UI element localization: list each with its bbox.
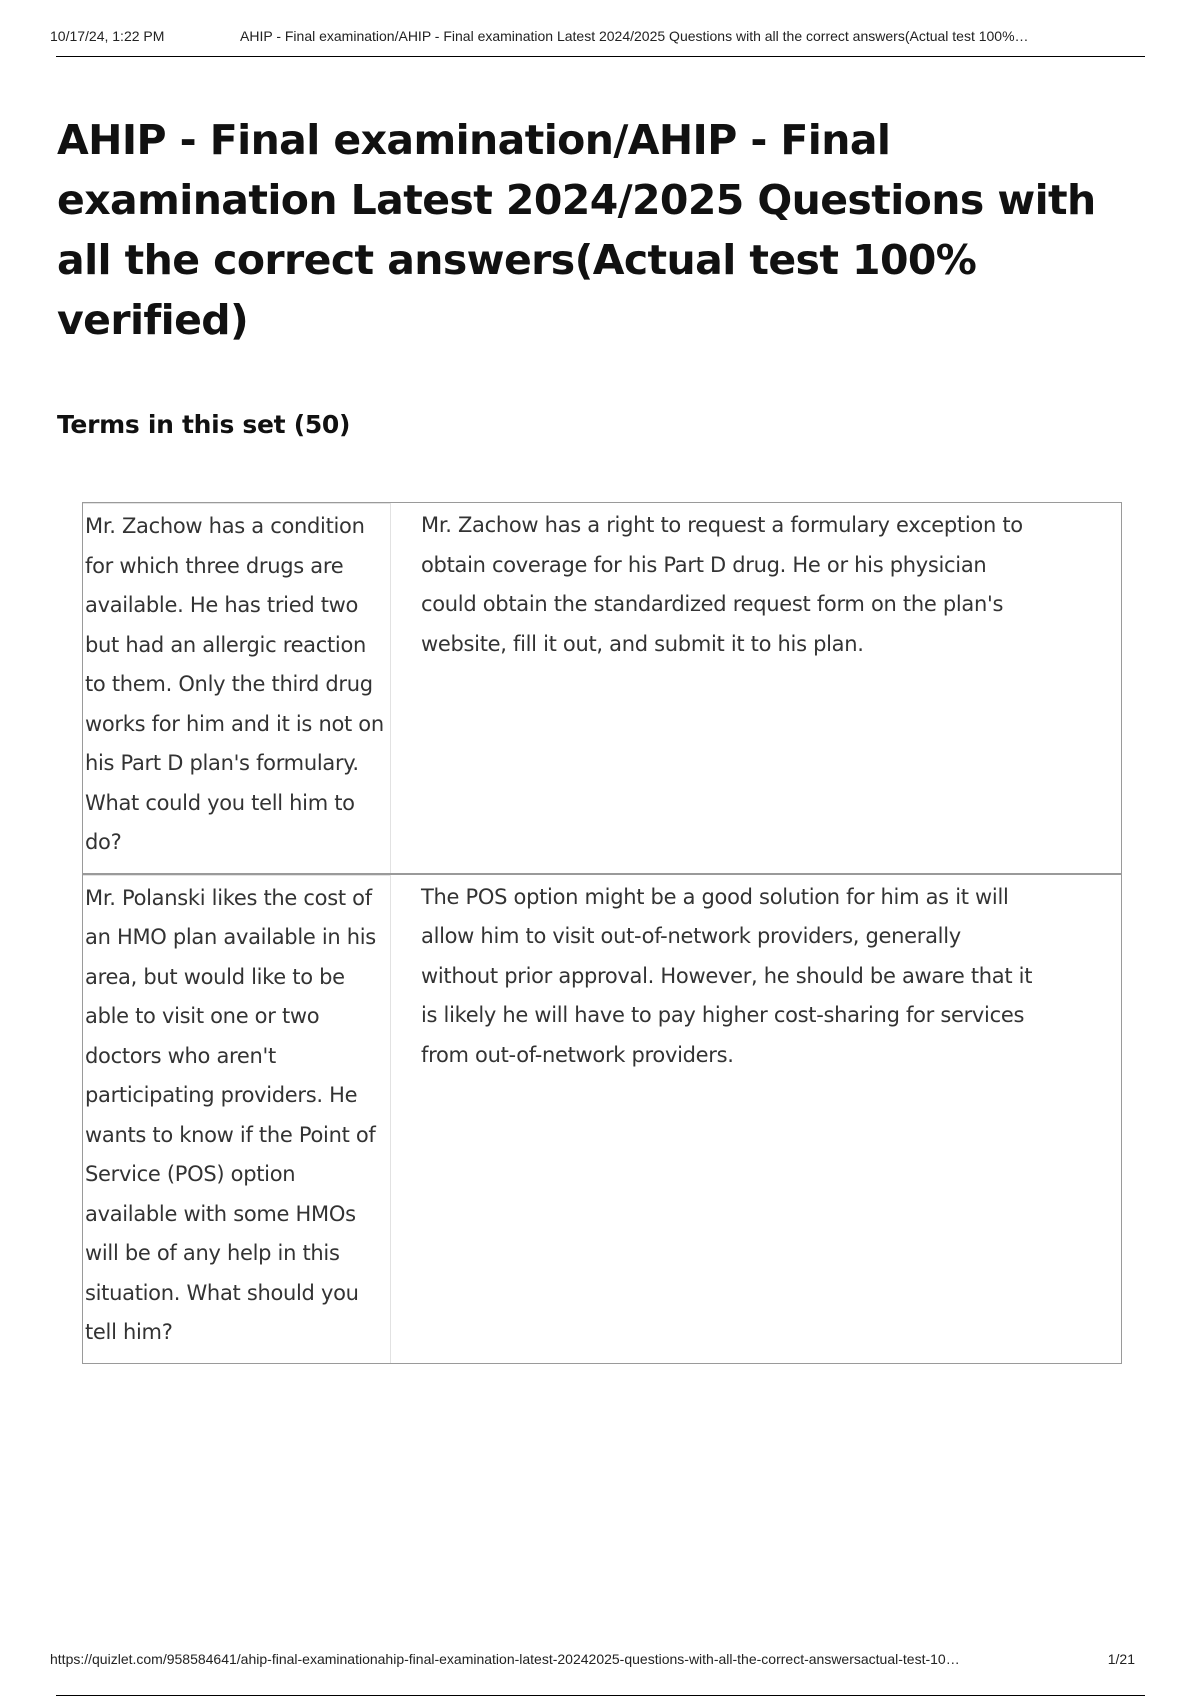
term-card <box>83 503 1121 875</box>
footer-divider <box>56 1695 1145 1696</box>
print-url[interactable]: https://quizlet.com/958584641/ahip-final-examinationahip-final-examination-latest-20242025-questions-with-all-the-correct-answersactual-test-10… <box>50 1651 960 1667</box>
page-number: 1/21 <box>1107 1651 1135 1667</box>
terms-heading: Terms in this set (50) <box>57 410 351 439</box>
page-title: AHIP - Final examination/AHIP - Final examination Latest 2024/2025 Questions with all the correct answers(Actual test 100% verified) <box>57 116 1096 344</box>
term-question: Mr. Zachow has a condition for which three drugs are available. He has tried two but had an allergic reaction to them. Only the third drug works for him and it is not on his Part D plan's formulary. What could you tell him to do? <box>83 503 391 873</box>
term-question: Mr. Polanski likes the cost of an HMO plan available in his area, but would like to be able to visit one or two doctors who aren't participating providers. He wants to know if the Point of Service (POS) option available with some HMOs will be of any help in this situation. What should you tell him? <box>83 875 391 1363</box>
term-card <box>83 875 1121 1363</box>
print-footer <box>50 1651 1150 1667</box>
term-answer: Mr. Zachow has a right to request a formulary exception to obtain coverage for his Part D drug. He or his physician could obtain the standardized request form on the plan's website, fill it out, and submit it to his plan. <box>421 513 1023 656</box>
print-header <box>50 28 1145 44</box>
terms-table <box>82 502 1122 1364</box>
header-divider <box>56 56 1145 57</box>
print-doc-title: AHIP - Final examination/AHIP - Final examination Latest 2024/2025 Questions with all the correct answers(Actual test 100%… <box>240 28 1029 44</box>
term-answer: The POS option might be a good solution for him as it will allow him to visit out-of-network providers, generally without prior approval. However, he should be aware that it is likely he will have to pay higher cost-sharing for services from out-of-network providers. <box>421 884 1033 1067</box>
print-datetime: 10/17/24, 1:22 PM <box>50 28 165 44</box>
